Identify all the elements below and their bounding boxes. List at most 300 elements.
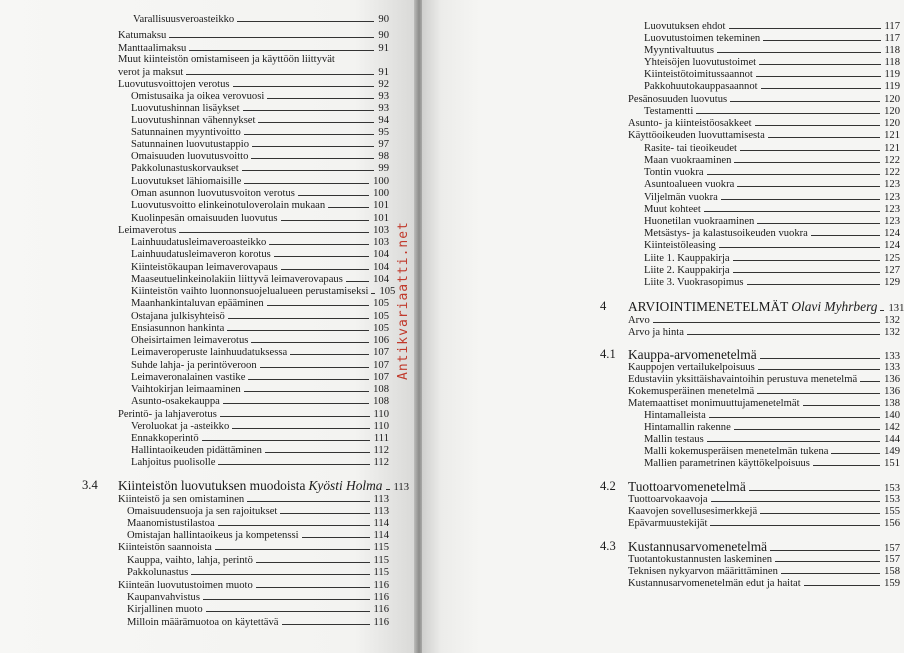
toc-entry-title: Asuntoalueen vuokra	[644, 179, 735, 190]
toc-entry-title: Liite 3. Vuokrasopimus	[644, 277, 744, 288]
section-number: 4.1	[600, 347, 616, 361]
toc-leader	[860, 381, 880, 382]
toc-leader	[218, 464, 369, 465]
toc-leader	[247, 501, 369, 502]
toc-entry-title: Liite 2. Kauppakirja	[644, 265, 730, 276]
toc-entry	[644, 265, 900, 277]
toc-entry-title: Veroluokat ja -asteikko	[131, 421, 230, 432]
toc-entry-title: Pakkolunastuskorvaukset	[131, 163, 239, 174]
toc-leader	[206, 611, 370, 612]
toc-leader	[237, 21, 374, 22]
toc-page-number: 120	[884, 94, 900, 105]
toc-leader	[242, 170, 375, 171]
section-number: 4	[600, 299, 607, 313]
toc-leader	[191, 574, 369, 575]
toc-page-number: 101	[373, 213, 389, 224]
toc-page-number: 153	[884, 494, 900, 505]
toc-entry	[131, 163, 389, 175]
toc-page-number: 117	[884, 21, 900, 32]
toc-entry	[644, 21, 900, 33]
toc-leader	[737, 186, 880, 187]
toc-page-number: 112	[373, 457, 389, 468]
section-number: 4.2	[600, 479, 616, 493]
toc-entry-title: Kaupanvahvistus	[127, 592, 200, 603]
toc-leader	[719, 247, 880, 248]
toc-entry	[131, 103, 389, 115]
toc-leader	[717, 52, 880, 53]
toc-page-number: 103	[373, 237, 389, 248]
toc-leader	[687, 334, 880, 335]
toc-entry	[131, 127, 389, 139]
toc-entry-title: Epävarmuustekijät	[628, 518, 708, 529]
toc-leader	[265, 452, 370, 453]
toc-entry-title: Suhde lahja- ja perintöveroon	[131, 360, 257, 371]
toc-leader	[169, 37, 374, 38]
toc-leader	[302, 537, 370, 538]
toc-entry-title: Satunnainen myyntivoitto	[131, 127, 241, 138]
toc-entry	[644, 57, 900, 69]
toc-leader	[232, 428, 369, 429]
toc-entry	[131, 200, 389, 212]
toc-entry-title: Kauppa-arvomenetelmä	[628, 347, 757, 362]
toc-entry-title: Malli kokemusperäisen menetelmän tukena	[644, 446, 829, 457]
toc-leader	[233, 86, 375, 87]
toc-page-number: 115	[373, 555, 389, 566]
toc-page-number: 114	[373, 518, 389, 529]
toc-leader	[721, 199, 880, 200]
toc-leader	[653, 322, 880, 323]
toc-entry	[131, 139, 389, 151]
toc-page-number: 108	[373, 396, 389, 407]
toc-entry	[131, 421, 389, 433]
toc-entry-title: Yhteisöjen luovutustoimet	[644, 57, 757, 68]
toc-entry	[131, 286, 396, 298]
toc-entry	[127, 555, 389, 567]
toc-entry	[644, 81, 900, 93]
toc-entry-title: Muut kiinteistön omistamiseen ja käyttöön liittyvät	[118, 54, 335, 65]
toc-page-number: 151	[884, 458, 900, 469]
toc-page-number: 131	[888, 303, 904, 314]
toc-leader	[218, 525, 370, 526]
toc-entry	[131, 347, 389, 359]
toc-leader	[761, 88, 881, 89]
toc-leader	[243, 110, 375, 111]
toc-page-number: 99	[378, 163, 389, 174]
toc-page-number: 110	[373, 421, 389, 432]
toc-leader	[811, 235, 880, 236]
toc-page-number: 132	[884, 327, 900, 338]
toc-page-number: 123	[884, 179, 900, 190]
toc-entry-title: Luovutushinnan lisäykset	[131, 103, 240, 114]
toc-entry	[131, 372, 389, 384]
toc-entry-title: Lainhuudatusleimaveron korotus	[131, 249, 271, 260]
toc-page-number: 158	[884, 566, 900, 577]
toc-page-number: 136	[884, 386, 900, 397]
toc-page-number: 95	[378, 127, 389, 138]
toc-page-number: 118	[884, 45, 900, 56]
toc-page-number: 124	[884, 228, 900, 239]
toc-entry-title: ARVIOINTIMENETELMÄT	[628, 299, 789, 314]
toc-entry-title: Ennakkoperintö	[131, 433, 199, 444]
toc-leader	[696, 113, 880, 114]
toc-leader	[280, 513, 369, 514]
toc-entry-title: Oman asunnon luovutusvoiton verotus	[131, 188, 295, 199]
toc-entry	[644, 167, 900, 179]
toc-leader	[768, 137, 880, 138]
toc-entry-title: Luovutustoimen tekeminen	[644, 33, 761, 44]
toc-entry	[131, 262, 389, 274]
toc-leader	[244, 183, 369, 184]
toc-entry-title: Hintamallin rakenne	[644, 422, 731, 433]
toc-entry-title: Kaavojen sovellusesimerkkejä	[628, 506, 758, 517]
toc-page-number: 105	[373, 298, 389, 309]
toc-entry-title: Maanomistustilastoa	[127, 518, 215, 529]
toc-page-number: 110	[373, 409, 389, 420]
toc-entry-title: Luovutukset lähiomaisille	[131, 176, 242, 187]
toc-entry	[118, 542, 389, 554]
toc-entry	[628, 578, 900, 590]
toc-entry-title: Kiinteistö ja sen omistaminen	[118, 494, 245, 505]
toc-page-number: 105	[379, 286, 396, 297]
toc-entry-title: Perintö- ja lahjaverotus	[118, 409, 217, 420]
toc-leader	[747, 284, 881, 285]
toc-entry-title: Pesänosuuden luovutus	[628, 94, 728, 105]
toc-entry	[131, 274, 389, 286]
toc-entry	[644, 33, 900, 45]
toc-entry	[628, 374, 900, 386]
toc-page-number: 157	[884, 543, 900, 554]
toc-entry-title: Omistajan hallintaoikeus ja kompetenssi	[127, 530, 299, 541]
toc-page-number: 106	[373, 335, 389, 346]
toc-page-number: 159	[884, 578, 900, 589]
toc-page-number: 105	[373, 311, 389, 322]
toc-page-number: 120	[884, 118, 900, 129]
toc-page-number: 104	[373, 262, 389, 273]
toc-entry	[628, 398, 900, 410]
toc-entry-title: Maaseutuelinkeinolakiin liittyvä leimaverovapaus	[131, 274, 343, 285]
toc-page-number: 111	[373, 433, 389, 444]
toc-entry	[127, 617, 389, 629]
toc-leader	[711, 501, 880, 502]
toc-entry	[644, 69, 900, 81]
toc-leader	[215, 549, 370, 550]
toc-entry	[644, 434, 900, 446]
toc-entry	[131, 298, 389, 310]
toc-leader	[757, 223, 880, 224]
toc-page-number: 155	[884, 506, 900, 517]
toc-page-number: 119	[884, 69, 900, 80]
toc-entry-title: Kuolinpesän omaisuuden luovutus	[131, 213, 278, 224]
toc-entry-title: Omaisuuden luovutusvoitto	[131, 151, 249, 162]
toc-page-number: 105	[373, 323, 389, 334]
toc-page-number: 116	[373, 604, 389, 615]
toc-leader	[710, 525, 880, 526]
toc-leader	[328, 207, 369, 208]
toc-entry-title: Maanhankintaluvan epääminen	[131, 298, 264, 309]
toc-entry-title: Edustaviin yksittäishavaintoihin perustuva menetelmä	[628, 374, 858, 385]
watermark-text: Antikvariaatti.net	[396, 221, 411, 380]
toc-entry	[118, 67, 389, 79]
toc-entry-title: Hintamalleista	[644, 410, 706, 421]
toc-page-number: 91	[378, 43, 389, 54]
toc-entry-title: Kiinteistön vaihto luonnonsuojelualueen perustamiseksi	[131, 286, 369, 297]
toc-entry	[644, 216, 900, 228]
toc-entry	[628, 130, 900, 142]
left-page	[0, 0, 418, 653]
toc-leader	[803, 405, 881, 406]
toc-entry-title: Leimaveroperuste lainhuudatuksessa	[131, 347, 288, 358]
toc-entry	[131, 445, 389, 457]
toc-entry-author: Olavi Myhrberg	[791, 299, 878, 314]
toc-entry	[644, 458, 900, 470]
toc-leader	[804, 585, 880, 586]
toc-leader	[760, 513, 880, 514]
toc-leader	[179, 232, 369, 233]
toc-page-number: 123	[884, 192, 900, 203]
toc-page-number: 138	[884, 398, 900, 409]
toc-entry-title: Leimaveronalainen vastike	[131, 372, 246, 383]
toc-entry-title: Ostajana julkisyhteisö	[131, 311, 225, 322]
toc-page-number: 124	[884, 240, 900, 251]
toc-entry-title: Asunto- ja kiinteistöosakkeet	[628, 118, 752, 129]
toc-leader	[256, 562, 370, 563]
toc-entry	[628, 566, 900, 578]
toc-entry	[628, 386, 900, 398]
toc-entry	[628, 118, 900, 130]
toc-leader	[733, 260, 881, 261]
toc-page-number: 127	[884, 265, 900, 276]
toc-leader	[749, 490, 880, 491]
toc-entry-title: Tontin vuokra	[644, 167, 704, 178]
toc-page-number: 91	[378, 67, 389, 78]
toc-entry	[644, 253, 900, 265]
toc-entry	[131, 323, 389, 335]
toc-page-number: 116	[373, 580, 389, 591]
toc-entry	[131, 176, 389, 188]
toc-page-number: 113	[393, 482, 409, 493]
toc-entry-title: Tuottoarvomenetelmä	[628, 479, 746, 494]
toc-page-number: 90	[378, 14, 389, 25]
toc-entry-title: Liite 1. Kauppakirja	[644, 253, 730, 264]
toc-leader	[223, 403, 369, 404]
right-page	[422, 0, 904, 653]
toc-entry	[628, 554, 900, 566]
toc-entry	[628, 315, 900, 327]
toc-entry	[131, 115, 389, 127]
toc-page-number: 121	[884, 130, 900, 141]
toc-entry	[133, 14, 389, 26]
toc-leader	[734, 429, 880, 430]
toc-entry-title: Tuottoarvokaavoja	[628, 494, 708, 505]
toc-entry	[644, 228, 900, 240]
toc-entry-title: Satunnainen luovutustappio	[131, 139, 249, 150]
toc-entry	[628, 327, 900, 339]
toc-leader	[256, 587, 370, 588]
toc-leader	[267, 98, 374, 99]
toc-entry	[131, 91, 389, 103]
toc-page-number: 113	[373, 494, 389, 505]
toc-entry-title: Omistusaika ja oikea verovuosi	[131, 91, 265, 102]
toc-leader	[252, 146, 374, 147]
toc-page-number: 116	[373, 617, 389, 628]
toc-page-number: 133	[884, 351, 900, 362]
toc-leader	[251, 342, 369, 343]
toc-entry	[127, 530, 389, 542]
toc-entry	[118, 494, 389, 506]
toc-page-number: 157	[884, 554, 900, 565]
toc-leader	[775, 561, 880, 562]
toc-page-number: 123	[884, 216, 900, 227]
toc-leader	[734, 162, 880, 163]
toc-page-number: 149	[884, 446, 900, 457]
toc-entry	[127, 592, 389, 604]
toc-entry-title: Kauppa, vaihto, lahja, perintö	[127, 555, 253, 566]
toc-entry-title: Pakkolunastus	[127, 567, 189, 578]
toc-entry	[131, 384, 389, 396]
toc-leader	[274, 256, 369, 257]
toc-entry-title: Kiinteän luovutustoimen muoto	[118, 580, 253, 591]
toc-leader	[227, 330, 369, 331]
toc-entry	[644, 143, 900, 155]
toc-entry	[127, 604, 389, 616]
toc-entry	[131, 249, 389, 261]
toc-entry	[644, 192, 900, 204]
toc-entry	[127, 567, 389, 579]
toc-leader	[202, 440, 370, 441]
toc-entry-title: Lahjoitus puolisolle	[131, 457, 216, 468]
toc-leader	[282, 624, 370, 625]
toc-entry-title: Arvo ja hinta	[628, 327, 684, 338]
toc-page-number: 100	[373, 188, 389, 199]
toc-entry-title: Mallien parametrinen käyttökelpoisuus	[644, 458, 810, 469]
toc-entry	[644, 204, 900, 216]
toc-entry-title: Leimaverotus	[118, 225, 177, 236]
section-number: 3.4	[82, 478, 98, 492]
toc-entry	[644, 240, 900, 252]
toc-page-number: 100	[373, 176, 389, 187]
toc-leader	[831, 453, 880, 454]
toc-leader	[756, 76, 881, 77]
toc-entry-title: Asunto-osakekauppa	[131, 396, 220, 407]
toc-entry	[628, 518, 900, 530]
toc-page-number: 123	[884, 204, 900, 215]
toc-entry	[118, 30, 389, 42]
toc-entry	[118, 79, 389, 91]
toc-page-number: 90	[378, 30, 389, 41]
toc-leader	[220, 416, 370, 417]
toc-leader	[346, 281, 369, 282]
toc-entry-title: Pakkohuutokauppasaannot	[644, 81, 758, 92]
toc-leader	[707, 441, 880, 442]
toc-entry-title: Kokemusperäinen menetelmä	[628, 386, 755, 397]
toc-leader	[770, 550, 880, 551]
toc-page-number: 121	[884, 143, 900, 154]
toc-entry	[118, 580, 389, 592]
toc-page-number: 153	[884, 483, 900, 494]
toc-entry	[644, 106, 900, 118]
section-number: 4.3	[600, 539, 616, 553]
toc-page-number: 115	[373, 542, 389, 553]
toc-entry-title: Kiinteistökaupan leimaverovapaus	[131, 262, 278, 273]
toc-entry-title: Arvo	[628, 315, 650, 326]
toc-entry-title: Kauppojen vertailukelpoisuus	[628, 362, 755, 373]
toc-page-number: 112	[373, 445, 389, 456]
toc-leader	[733, 272, 881, 273]
toc-entry	[118, 225, 389, 237]
toc-leader	[781, 573, 880, 574]
toc-page-number: 93	[378, 103, 389, 114]
toc-entry-title: Katumaksu	[118, 30, 167, 41]
toc-leader	[704, 211, 880, 212]
toc-leader	[248, 379, 369, 380]
toc-leader	[290, 354, 369, 355]
toc-leader	[813, 465, 880, 466]
toc-entry	[127, 518, 389, 530]
toc-entry-title: Omaisuudensuoja ja sen rajoitukset	[127, 506, 278, 517]
toc-page-number: 120	[884, 106, 900, 117]
toc-entry-title: Luovutusvoittojen verotus	[118, 79, 230, 90]
toc-entry-title: Hallintaoikeuden pidättäminen	[131, 445, 262, 456]
toc-entry	[644, 410, 900, 422]
toc-entry	[644, 155, 900, 167]
toc-page-number: 103	[373, 225, 389, 236]
toc-entry	[628, 494, 900, 506]
toc-entry	[628, 94, 900, 106]
toc-entry-title: Muut kohteet	[644, 204, 701, 215]
toc-leader	[740, 150, 880, 151]
toc-entry	[131, 237, 389, 249]
toc-leader	[244, 134, 375, 135]
toc-page-number: 108	[373, 384, 389, 395]
toc-entry	[118, 409, 389, 421]
toc-leader	[759, 64, 880, 65]
toc-entry	[131, 433, 389, 445]
toc-leader	[758, 369, 880, 370]
toc-leader	[186, 74, 374, 75]
toc-leader	[269, 244, 369, 245]
toc-page-number: 122	[884, 155, 900, 166]
toc-leader	[281, 220, 370, 221]
toc-entry-title: Maan vuokraaminen	[644, 155, 732, 166]
toc-page-number: 116	[373, 592, 389, 603]
toc-entry-title: Milloin määrämuotoa on käytettävä	[127, 617, 279, 628]
toc-entry	[131, 360, 389, 372]
toc-entry-title: Oheisirtaimen leimaverotus	[131, 335, 249, 346]
toc-entry-title: Ensiasunnon hankinta	[131, 323, 225, 334]
toc-entry-title: Luovutusvoitto elinkeinotuloverolain mukaan	[131, 200, 326, 211]
toc-entry	[644, 277, 900, 289]
toc-page-number: 107	[373, 347, 389, 358]
toc-leader	[755, 125, 881, 126]
toc-leader	[709, 417, 880, 418]
toc-entry	[628, 506, 900, 518]
toc-entry-title: Kirjallinen muoto	[127, 604, 203, 615]
toc-leader	[729, 28, 881, 29]
toc-entry-title: Myyntivaltuutus	[644, 45, 715, 56]
toc-page-number: 101	[373, 200, 389, 211]
toc-leader	[707, 174, 881, 175]
toc-entry-title: Kiinteistön luovutuksen muodoista	[118, 478, 306, 493]
toc-page-number: 113	[373, 506, 389, 517]
toc-page-number: 117	[884, 33, 900, 44]
section-heading	[628, 299, 904, 316]
toc-entry-title: Mallin testaus	[644, 434, 704, 445]
toc-entry	[131, 151, 389, 163]
toc-page-number: 144	[884, 434, 900, 445]
toc-entry-title: Luovutuksen ehdot	[644, 21, 726, 32]
toc-leader	[730, 101, 880, 102]
toc-entry-title: Huonetilan vuokraaminen	[644, 216, 755, 227]
